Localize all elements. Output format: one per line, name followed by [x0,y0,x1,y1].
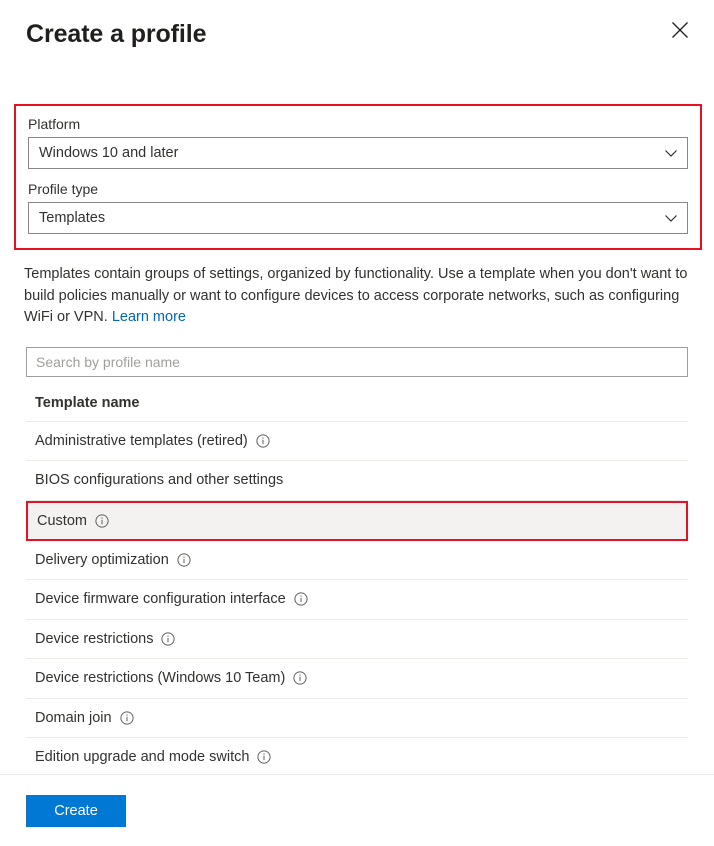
table-row[interactable] [26,541,688,581]
table-row[interactable] [26,422,688,462]
create-button[interactable]: Create [26,795,126,827]
info-icon[interactable] [177,553,191,567]
panel-content [0,64,714,774]
panel-header [0,0,714,64]
info-icon[interactable] [293,671,307,685]
info-icon[interactable] [257,750,271,764]
template-name: Device restrictions [35,630,154,647]
table-row[interactable] [26,580,688,620]
info-icon[interactable] [294,592,308,606]
template-name: Device firmware configuration interface [35,591,286,608]
template-name: Device restrictions (Windows 10 Team) [35,670,286,687]
template-rows [26,422,688,775]
search-container [26,347,688,377]
profile-type-field [28,179,688,234]
learn-more-link[interactable]: Learn more [111,309,186,325]
table-row[interactable] [26,659,688,699]
template-name: Custom [37,512,87,529]
profile-type-label: Profile type [28,181,99,197]
table-row[interactable] [26,461,688,501]
template-name: Edition upgrade and mode switch [35,749,250,766]
info-icon[interactable] [161,632,175,646]
info-icon[interactable] [120,711,134,725]
platform-field [28,114,688,169]
platform-value: Windows 10 and later [39,145,179,161]
table-row[interactable] [26,738,688,774]
column-header-template-name: Template name [26,389,688,422]
platform-label: Platform [28,116,81,132]
profile-type-value: Templates [39,210,106,226]
template-name: Administrative templates (retired) [35,432,248,449]
profile-type-dropdown[interactable] [28,202,688,234]
info-icon[interactable] [95,514,109,528]
table-row[interactable] [26,620,688,660]
info-icon[interactable] [256,434,270,448]
template-name: BIOS configurations and other settings [35,472,284,489]
template-name: Domain join [35,709,112,726]
search-input[interactable] [26,347,688,377]
chevron-down-icon [664,146,678,160]
platform-profiletype-group [14,104,702,250]
platform-dropdown[interactable] [28,137,688,169]
panel-footer [0,774,714,846]
description-text: Templates contain groups of settings, organized by functionality. Use a template when you don't want to build policies manually or want to configure devices to access corporate networks, such as configuring WiFi or VPN. [24,266,688,325]
close-icon[interactable] [660,10,700,50]
template-name: Delivery optimization [35,551,169,568]
templates-description [24,264,690,329]
chevron-down-icon [664,211,678,225]
table-row[interactable] [26,501,688,541]
template-table [26,389,688,775]
page-title: Create a profile [26,20,207,48]
table-row[interactable] [26,699,688,739]
